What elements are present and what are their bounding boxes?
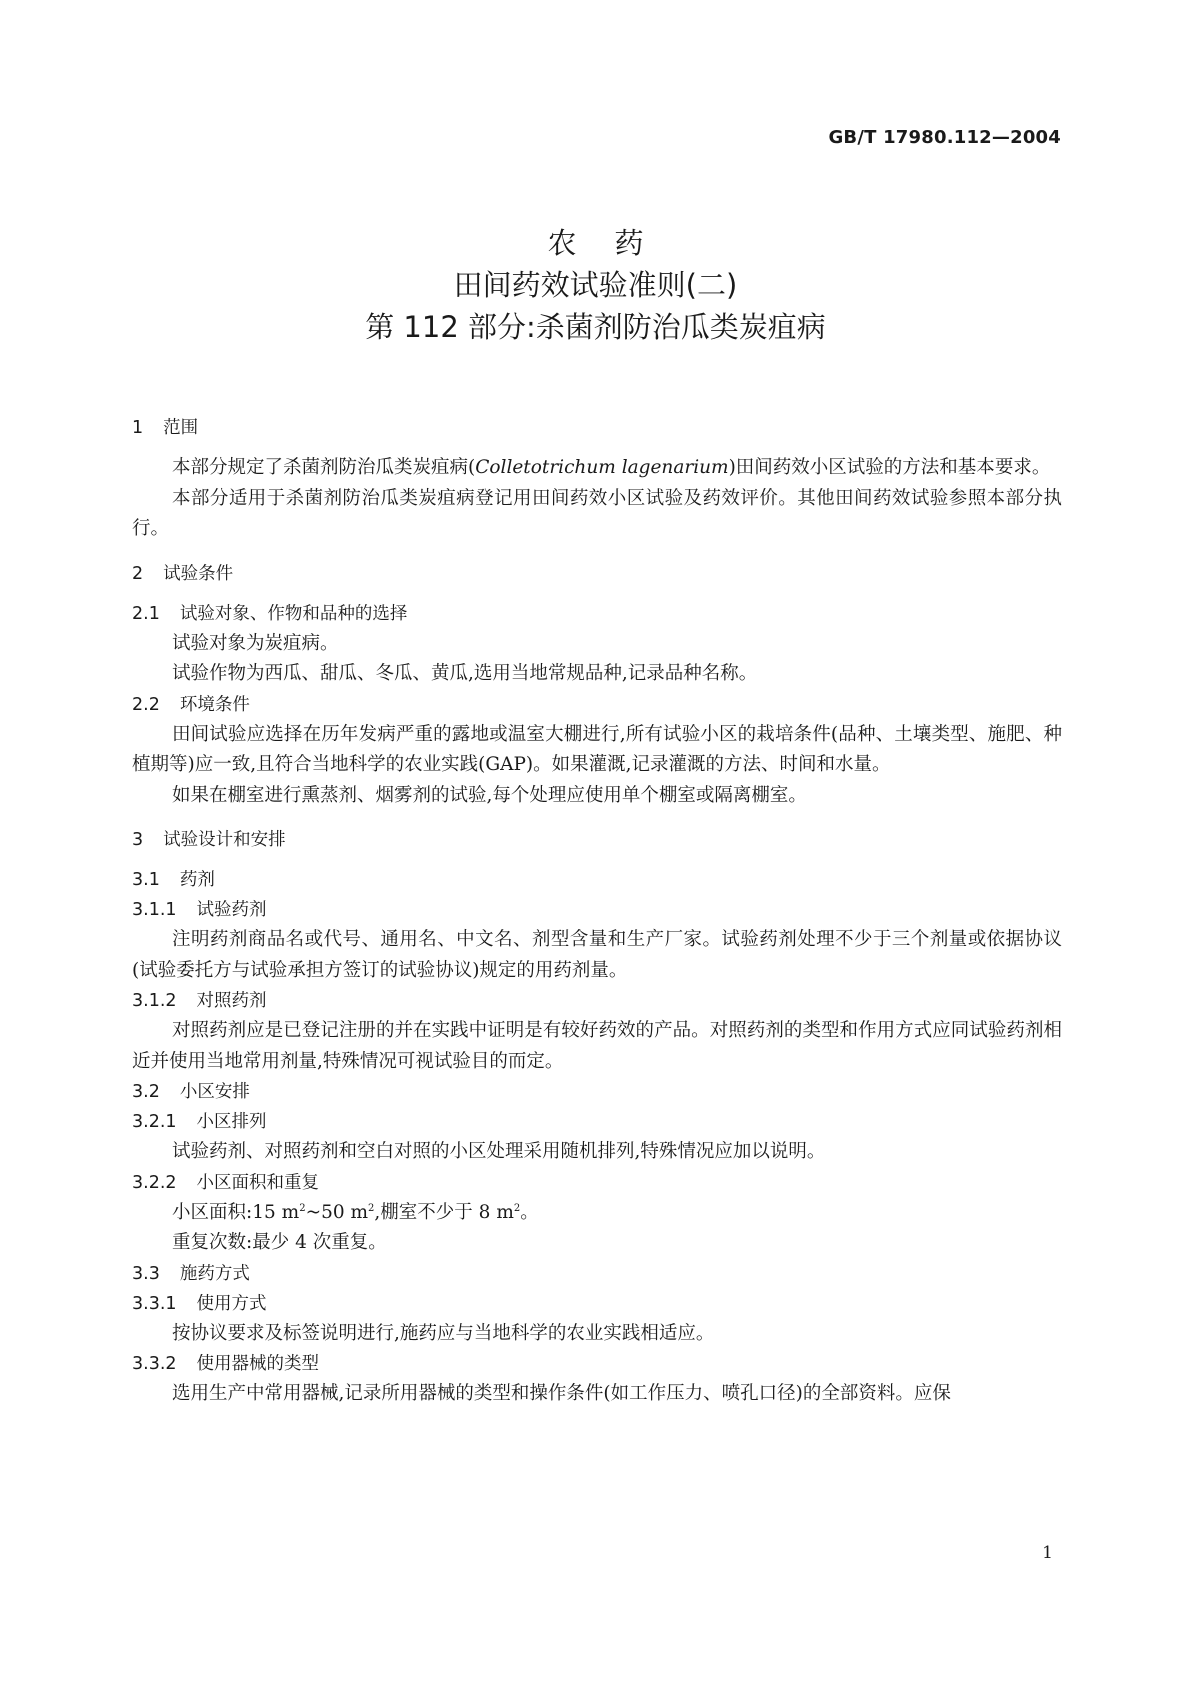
paragraph (132, 1198, 1062, 1229)
page-number: 1 (1042, 1543, 1053, 1563)
text-run: 本部分规定了杀菌剂防治瓜类炭疽病( (172, 457, 476, 478)
section-number: 1 (132, 418, 144, 438)
paragraph: 如果在棚室进行熏蒸剂、烟雾剂的试验,每个处理应使用单个棚室或隔离棚室。 (172, 784, 807, 806)
section-number: 3.1 (132, 870, 160, 890)
section-number: 3.3 (132, 1263, 160, 1284)
subsection-heading-3-3 (132, 1259, 1062, 1289)
section-title: 施药方式 (179, 1263, 250, 1284)
subsection-heading-3-1-1 (132, 895, 1062, 925)
document-body (132, 413, 1062, 1410)
section-title: 试验条件 (163, 563, 234, 584)
superscript: 2 (513, 1202, 521, 1214)
text-run: ,棚室不少于 8 m (374, 1201, 514, 1223)
title-block (0, 222, 1191, 348)
section-number: 3.1.2 (132, 991, 177, 1011)
section-number: 3 (132, 830, 144, 850)
paragraph: 试验对象为炭疽病。 (172, 632, 339, 654)
subsection-heading-3-1 (132, 865, 1062, 895)
paragraph (132, 453, 1062, 484)
section-title: 范围 (163, 418, 199, 438)
section-heading-3 (132, 825, 1062, 855)
section-heading-2 (132, 559, 1062, 589)
section-title: 对照药剂 (196, 991, 267, 1011)
paragraph: 注明药剂商品名或代号、通用名、中文名、剂型含量和生产厂家。试验药剂处理不少于三个剂量或依据协议(试验委托方与试验承担方签订的试验协议)规定的用药剂量。 (132, 929, 1062, 981)
paragraph: 试验药剂、对照药剂和空白对照的小区处理采用随机排列,特殊情况应加以说明。 (172, 1141, 826, 1162)
subsection-heading-3-3-2 (132, 1349, 1062, 1379)
paragraph: 重复次数:最少 4 次重复。 (172, 1232, 387, 1253)
subsection-heading-2-1 (132, 599, 1062, 629)
title-line-3: 第 112 部分:杀菌剂防治瓜类炭疽病 (365, 310, 826, 344)
text-run: 。 (520, 1201, 539, 1223)
section-title: 使用方式 (196, 1293, 267, 1314)
section-title: 试验药剂 (196, 900, 267, 920)
section-number: 3.1.1 (132, 900, 177, 920)
paragraph: 试验作物为西瓜、甜瓜、冬瓜、黄瓜,选用当地常规品种,记录品种名称。 (172, 663, 758, 684)
section-title: 小区排列 (196, 1112, 267, 1132)
section-title: 小区安排 (179, 1082, 250, 1102)
title-line-2: 田间药效试验准则(二) (453, 268, 738, 302)
paragraph: 选用生产中常用器械,记录所用器械的类型和操作条件(如工作压力、喷孔口径)的全部资料。应保 (172, 1383, 951, 1404)
title-line-1: 农药 (547, 226, 682, 260)
section-title: 试验对象、作物和品种的选择 (179, 603, 408, 624)
text-run: 小区面积:15 m (172, 1201, 300, 1223)
text-run: ~50 m (305, 1201, 369, 1223)
paragraph: 按协议要求及标签说明进行,施药应与当地科学的农业实践相适应。 (172, 1322, 715, 1344)
superscript: 2 (299, 1202, 306, 1214)
subsection-heading-3-1-2 (132, 986, 1062, 1016)
section-number: 2.1 (132, 603, 160, 624)
section-heading-1 (132, 413, 1062, 443)
superscript: 2 (368, 1202, 375, 1214)
section-title: 小区面积和重复 (196, 1172, 320, 1193)
subsection-heading-2-2 (132, 690, 1062, 720)
paragraph: 田间试验应选择在历年发病严重的露地或温室大棚进行,所有试验小区的栽培条件(品种、土壤类型、施肥、种植期等)应一致,且符合当地科学的农业实践(GAP)。如果灌溉,记录灌溉的方法、时间和水量。 (132, 723, 1062, 775)
subsection-heading-3-2-2 (132, 1168, 1062, 1198)
paragraph: 对照药剂应是已登记注册的并在实践中证明是有较好药效的产品。对照药剂的类型和作用方式应同试验药剂相近并使用当地常用剂量,特殊情况可视试验目的而定。 (132, 1020, 1062, 1072)
subsection-heading-3-3-1 (132, 1289, 1062, 1319)
section-number: 3.3.1 (132, 1293, 177, 1314)
section-number: 2 (132, 563, 144, 584)
section-number: 2.2 (132, 694, 160, 715)
section-title: 试验设计和安排 (163, 830, 286, 850)
section-number: 3.2.2 (132, 1172, 177, 1193)
subsection-heading-3-2 (132, 1077, 1062, 1107)
section-title: 药剂 (179, 870, 215, 890)
section-number: 3.3.2 (132, 1354, 177, 1374)
paragraph: 本部分适用于杀菌剂防治瓜类炭疽病登记用田间药效小区试验及药效评价。其他田间药效试验参照本部分执行。 (132, 487, 1062, 539)
subsection-heading-3-2-1 (132, 1107, 1062, 1137)
section-number: 3.2.1 (132, 1112, 177, 1132)
section-title: 环境条件 (179, 694, 250, 715)
text-run: )田间药效小区试验的方法和基本要求。 (728, 457, 1051, 478)
latin-name: Colletotrichum lagenarium (475, 457, 729, 478)
section-number: 3.2 (132, 1082, 160, 1102)
section-title: 使用器械的类型 (196, 1354, 320, 1374)
standard-code: GB/T 17980.112—2004 (828, 127, 1061, 148)
